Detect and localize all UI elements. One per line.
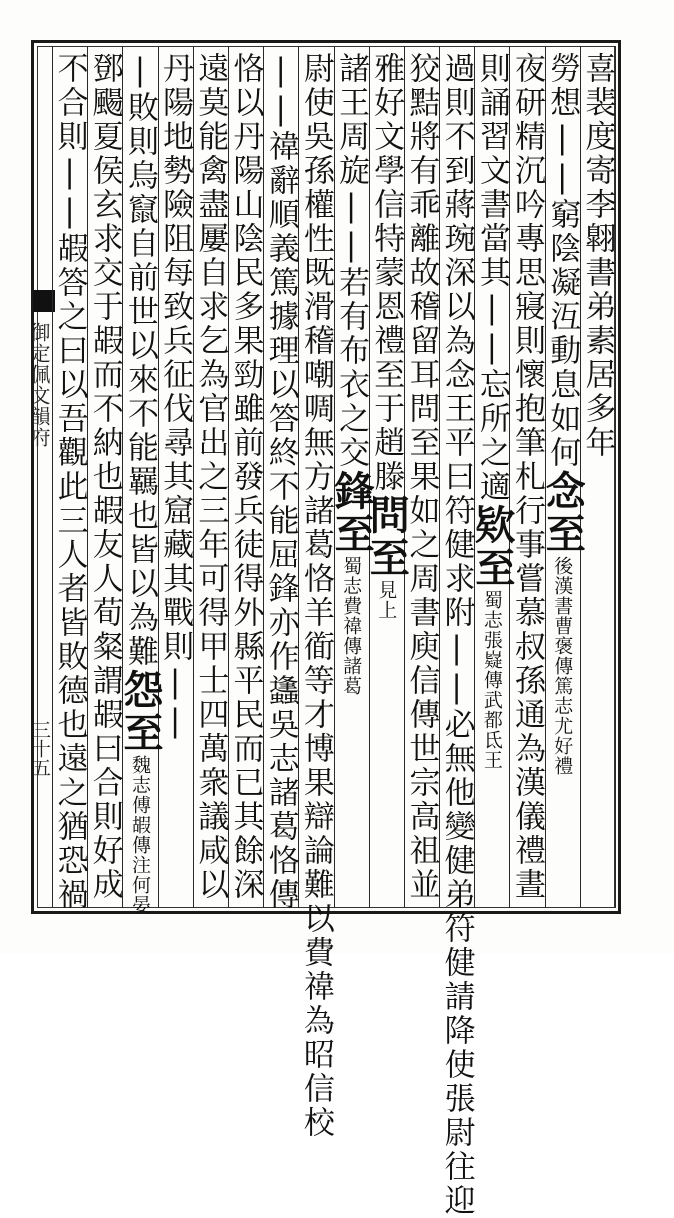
entry-headword: 念至 bbox=[539, 470, 587, 556]
main-text: 遠莫能禽盡屢自求乞為官出之三年可得甲士四萬衆議咸以 bbox=[192, 52, 229, 902]
entry-headword: 怨至 bbox=[116, 669, 164, 755]
main-text: 則誦習文書當其||忘所之適 bbox=[473, 52, 510, 504]
main-text: 雅好文學信特蒙恩禮至于趙滕 bbox=[368, 52, 405, 494]
entry-headword: 鋒至 bbox=[328, 470, 376, 556]
main-text: 事嘗慕叔孫通為漢儀禮晝 bbox=[509, 528, 546, 902]
main-text: 恪以丹陽山陰民多果勁雖前發兵徒得外縣平民而已其餘深 bbox=[227, 52, 264, 902]
main-text: 尉使吳孫權性既滑稽嘲啁無方諸葛恪羊衜等才博果辯論難 bbox=[297, 52, 334, 902]
main-text: 諸王周旋||若有布衣之交 bbox=[333, 52, 370, 470]
margin-page-number: 三十五 bbox=[29, 720, 51, 777]
annotation-text: 後漢書曹褒傳篤志尤好禮 bbox=[551, 556, 574, 776]
main-text: 丹陽地勢險阻每致兵征伐尋其窟藏其戰則|| bbox=[157, 52, 194, 742]
main-text: 夜研精沉吟專思寢則懷抱筆札行 bbox=[509, 52, 546, 528]
entry-headword: 問至 bbox=[363, 494, 411, 580]
main-text: 狡黠將有乖離故稽留耳問至果如之周書庾信傳世宗高祖並 bbox=[403, 52, 440, 902]
annotation-text: 傳注何晏 bbox=[128, 835, 151, 915]
annotation-text: 蜀志張嶷傳武都氐王 bbox=[480, 590, 503, 770]
main-text: ||禕辭順義篤據理以答終不能屈鋒亦作蠭吳志諸葛恪傳 bbox=[262, 52, 299, 912]
annotation-text: 蜀志費禕傳諸葛 bbox=[340, 556, 363, 696]
main-text: 鄧颺夏侯玄求交于嘏而不納也嘏友人荀粲謂嘏曰合則好成 bbox=[86, 52, 123, 902]
margin-book-title: 御定佩文韻府 bbox=[27, 322, 51, 448]
main-text: 不合則||嘏答之曰以吾觀此三人者皆敗德也遠之猶恐禍 bbox=[51, 52, 88, 912]
entry-headword: 欵至 bbox=[468, 504, 516, 590]
text-column bbox=[47, 52, 93, 912]
main-text: 勞想||窮陰凝沍動息如何 bbox=[544, 52, 581, 470]
main-text: 以費禕為昭信校 bbox=[297, 902, 334, 1140]
main-text: 過則不到蔣琬深以為念王平曰符健求附||必無他變健弟 bbox=[438, 52, 475, 912]
main-text: 符健請降使張尉往迎 bbox=[438, 912, 475, 1218]
annotation-text: 見上 bbox=[375, 580, 398, 620]
main-text: 喜裴度寄李翺書弟素居多年 bbox=[579, 52, 616, 460]
annotation-text: 魏志傅嘏 bbox=[128, 755, 151, 835]
main-text: |敗則烏竄自前世以來不能羈也皆以為難 bbox=[121, 52, 158, 669]
text-columns bbox=[51, 46, 616, 1218]
